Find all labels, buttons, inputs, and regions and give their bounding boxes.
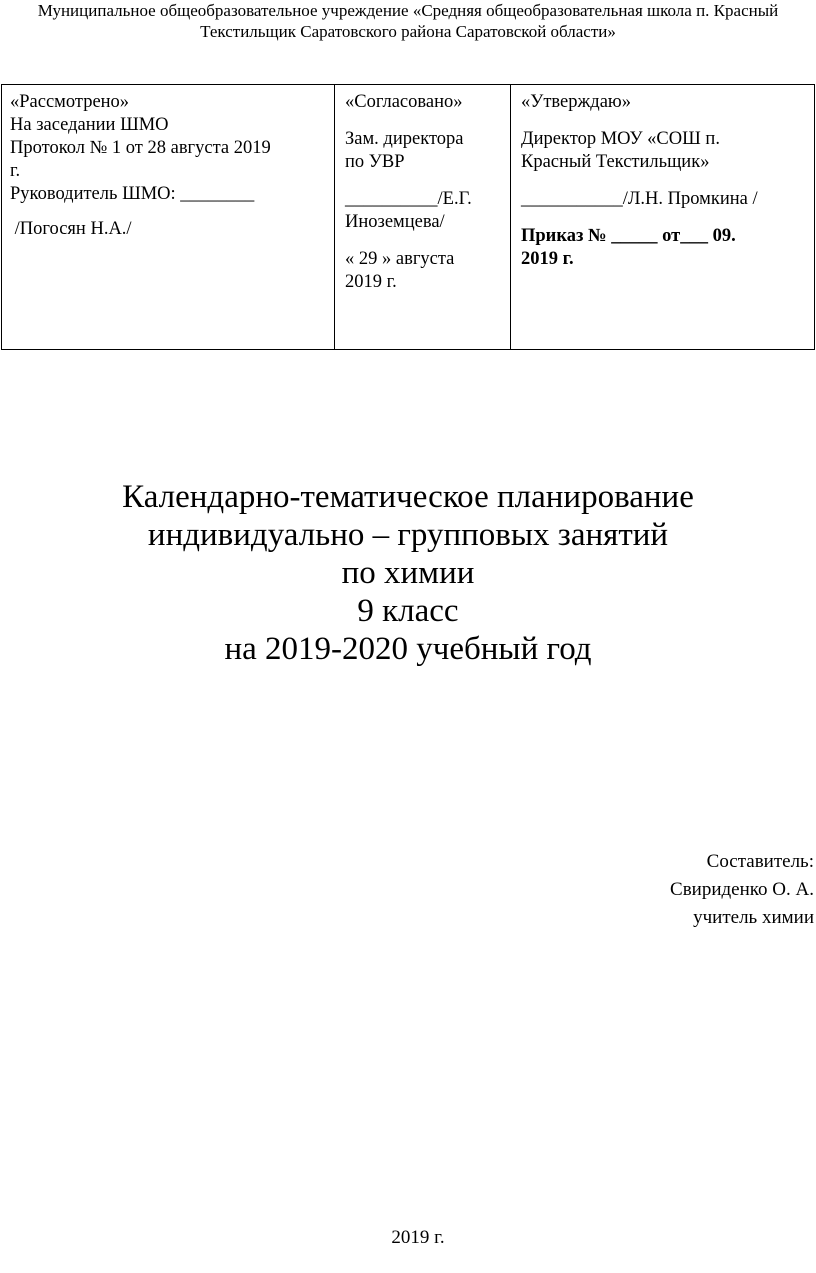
approved-year: 2019 г. [521, 249, 574, 269]
author-block [670, 848, 814, 932]
school-header-line-2: Текстильщик Саратовского района Саратовской области» [200, 22, 616, 41]
agreed-signature-line: __________/Е.Г. [345, 189, 472, 209]
agreed-position: Зам. директора [345, 129, 464, 149]
title-line-2: индивидуально – групповых занятий [147, 517, 669, 553]
author-position: учитель химии [693, 907, 814, 928]
agreed-column [334, 85, 510, 349]
considered-column [2, 85, 334, 349]
document-year: 2019 г. [391, 1227, 445, 1248]
agreed-title: «Согласовано» [345, 92, 463, 112]
considered-meeting: На заседании ШМО [10, 115, 169, 135]
approval-table [1, 84, 815, 350]
approved-director: Директор МОУ «СОШ п. [521, 129, 720, 149]
author-label: Составитель: [706, 851, 814, 872]
considered-signature: /Погосян Н.А./ [10, 219, 132, 239]
school-header [0, 0, 816, 42]
considered-protocol: Протокол № 1 от 28 августа 2019 [10, 138, 271, 158]
document-title [0, 478, 816, 668]
agreed-year: 2019 г. [345, 272, 397, 292]
title-line-4: 9 класс [357, 593, 459, 629]
agreed-signature-name: Иноземцева/ [345, 212, 445, 232]
approved-school: Красный Текстильщик» [521, 152, 710, 172]
school-header-line-1: Муниципальное общеобразовательное учреждение «Средняя общеобразовательная школа п. Красный [37, 1, 779, 20]
approved-signature-line: ___________/Л.Н. Промкина / [521, 189, 758, 209]
author-name: Свириденко О. А. [670, 879, 814, 900]
title-line-5: на 2019-2020 учебный год [224, 631, 592, 667]
considered-head: Руководитель ШМО: ________ [10, 184, 255, 204]
title-line-3: по химии [341, 555, 475, 591]
approved-column [510, 85, 816, 349]
title-line-1: Календарно-тематическое планирование [122, 479, 694, 515]
approved-order: Приказ № _____ от___ 09. [521, 226, 736, 246]
agreed-date: « 29 » августа [345, 249, 455, 269]
approved-title: «Утверждаю» [521, 92, 631, 112]
considered-year: г. [10, 161, 21, 181]
agreed-department: по УВР [345, 152, 405, 172]
considered-title: «Рассмотрено» [10, 92, 130, 112]
